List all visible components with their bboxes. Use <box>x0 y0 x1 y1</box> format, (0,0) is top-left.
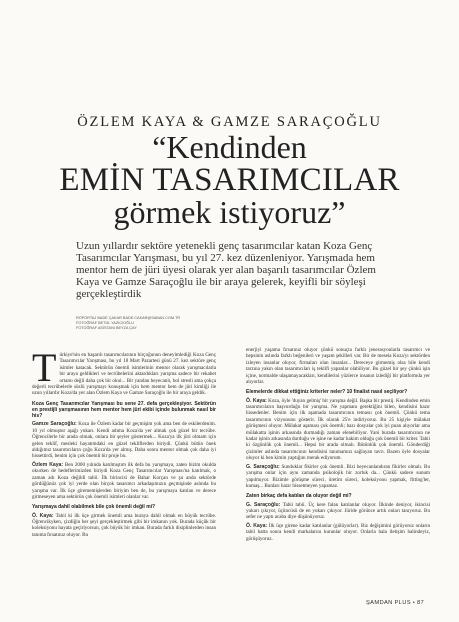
continued-paragraph: enerjiyi yaşama fırsatınız oluyor çünkü sonuçta farklı jenerasyonlarla tasarımcı ve hepsinin aslında farklı beğenileri ve yaşam şekilleri var. Bir de mesela Koza'yı sektörden izleyen insanlar oluyor, firmaları olan insanlar... Dereceye girmemiş olsa bile kendi tarzına yakın olan tasarımcıları iş teklifi yapanlar olabiliyor. Bu güzel bir şey çünkü işin içine, normalde ulaşamayacakları, kendilerini yüzlerce insanın izlediği bir platformda yer alıyorlar. <box>246 347 430 386</box>
headline-line-3: görmek istiyoruz” <box>113 194 346 230</box>
headline-line-2: EMİN TASARIMCILAR <box>59 162 400 198</box>
answer-text: Sunduklar fikirler çok önemli. Bizi heyecanlandıran fikirler olmalı. Bu yarışma onlar için aynı zamanda psikolojik bir zorluk da... Çünkü sadece sunum yapılmıyor. Bizimle görüşme süreci, üretim süreci, koleksiyonu yapmak, fitting'ler, kumaş... Bunları hazır hissetmeyen yapamaz. <box>246 463 430 489</box>
answer-text: Koza, öyle 'duyan gelmiş' bir yarışma değil. Başka bir prestij. Kendinden emin tasarımcıların başvurduğu bir yarışma. Ne yapmanı gerektiğini bilen, kendisini hazır hissedenler. Benim için ilk aşamada tasarımcının temasıı çok önemli. Çünkü tema tasarımcının vizyonunu gösterir. İlk olarak 25'e indiriyoruz. Bu 25 kişiyle mülakat görüşmesi oluyor. Mülakat aşaması çok önemli; bazı dosyalar çok iyi puan alıyorlar ama mülakatta işinin arkasında durmadığı zaman elenebiliyor. Yani burada tasarımcının ne kadar işinin arkasında durduğu ve işine ne kadar hakim olduğu çok önemli bir kriter. Tabii ki özgünlük çok önemli... Hepsi bir arada olmalı. Bütünlük çok önemli. Gönderdiği çizimler aslında tasarımcının kendisini tanımamızı sağlayan tavrı. Bazen öyle dosyalar oluyor ki ben kimin yaptığını merak ediyorum. <box>246 397 430 462</box>
answer-1 <box>32 421 216 459</box>
answer-6 <box>246 502 430 521</box>
right-column <box>246 347 430 544</box>
question-3: Elemelerde dikkat ettiğiniz kriterler neler? 10 finalist nasıl seçiliyor? <box>246 389 408 396</box>
answer-text: Ben 2000 yılında katılmıştım ilk defa bu yarışmaya, zaten bizim okulda okurken de hedeflerimizden biriydi Koza Genç Tasarımcılar Yarışması'na katılmak, o zaman adı Koza değildi tabii. İlk birincisi de Bahar Korçan ve şu anda sektörde gördüğünüz çok iyi yerde olan birçok tasarımcı arkadaşımızın geçmişinde aslında bu yarışma var. İlk üçe girememişlerden biriyim ben de, bu yarışmaya katılan ve derece girmeseyen ama sektörün çok önemli isimleri olanlar var. <box>32 461 216 500</box>
answer-text: Koza ile Özlem kadar bir geçmişim yok ama ben de eskilerdenim. 10 yıl olmuştur aşağı yukarı. Kendi adıma Koza'da yer almak çok güzel bir tecrübe. Öğrencilerle bir arada olmak, onlara bir şeyler göstermek... Koza'ya ilk jüri olmam için gelen teklif, mesleki hayatımdaki en güzel tekliflerden biriydi. Çünkü bütün önek aldığımız tasarımcıların çoğu Koza'da yer almış. Daha sonra mentor olmak çok daha iyi hissettirdi, benim için çok önemli bir proje bu. <box>32 421 216 460</box>
answer-text: İlk üçe girene kadar katılanlar (gülüyorlar). Biz değişimini görüyoruz onların tabii hatta sonra kendi markalarını kuranlar oluyor. Onlarla hala iletişim halindeyiz, görüşüyoruz. <box>246 522 431 542</box>
speaker-label: Gamze Saraçoğlu: <box>32 421 77 428</box>
credit-photo-assistant: FOTOĞRAF ASİSTANI BEYZA ÇAY <box>76 326 137 330</box>
speaker-label: G. Saraçoğlu: <box>246 463 280 470</box>
interviewee-names: ÖZLEM KAYA & GAMZE SARAÇOĞLU <box>77 114 382 130</box>
answer-5 <box>246 464 430 490</box>
answer-text: Tabii ki ilk üçe girmek önemli ama buraya dahil olmak en büyük tecrübe. Öğrencikyken, çizdiğin her şeyi gerçekleştirmek gibi bir imkanın yok. Burada küçük bir koleksiyonu hayata geçiriyorsun, çok büyük bir imkan. Burada farklı disiplinlerden insan tanıma fırsatınız oluyor. Bu <box>32 512 216 538</box>
lede-paragraph: Uzun yıllardır sektöre yetenekli genç tasarımcılar katan Koza Genç Tasarımcılar Yarışması, bu yıl 27. kez düzenleniyor. Yarışmada hem mentor hem de jüri üyesi olarak yer alan başarılı tasarımcılar Özlem Kaya ve Gamze Saraçoğlu ile bir araya gelerek, keyifli bir söyleşi gerçekleştirdik <box>76 240 376 301</box>
credit-interview: RÖPORTAJ BADE ÇAKAR BADE.CAKAR@SABAN.COM.TR <box>76 316 181 320</box>
answer-2 <box>32 462 216 500</box>
left-column <box>32 345 216 540</box>
answer-7 <box>246 523 430 542</box>
intro-text: ürkiye'nin en başarılı tasarımcılarının birçoğunun deneyimlediği Koza Genç Tasarımcılar Yarışması, bu yıl 18 Mart Pazartesi günü 27. kez sektöre genç isimler katacak. Sektörün önemli isimlerinin mentor olarak yarışmacılarla bir araya geldikleri ve tecrübelerini aktardıkları yarışma sadece bir rekabet ortamı değil daha çok bir okul... Bir yandan heyecanlı, bol stresli ama çokça değerli tecrübelerle süslü yarışmayı konuşmak için hem mentor hem de jüri kimliği ile uzun yıllardır Koza'da yer alan Özlem Kaya ve Gamze Saraçoğlu ile bir araya geldik. <box>32 352 216 397</box>
intro-paragraph <box>32 345 216 397</box>
question-1: Koza Genç Tasarımcılar Yarışması bu sene 27. defa gerçekleşiyor. Sektörün en prestijli yarışmasının hem mentor hem jüri ekibi içinde bulunmak nasıl bir his? <box>32 400 216 420</box>
speaker-label: Ö. Kaya: <box>246 522 268 529</box>
answer-3 <box>32 513 216 539</box>
speaker-label: Ö. Kaya: <box>32 512 54 519</box>
drop-cap: T <box>32 345 57 390</box>
question-4: Zaten birkaç defa katılan da oluyor değil mi? <box>246 493 352 500</box>
question-2: Yarışmaya dahil olabilmek bile çok önemli değil mi? <box>32 504 156 511</box>
page-footer: ŞAMDAN PLUS • 87 <box>366 600 425 606</box>
answer-4 <box>246 398 430 462</box>
credits <box>76 316 336 331</box>
headline-line-1: “Kendinden <box>152 129 307 165</box>
speaker-label: Ö. Kaya: <box>246 397 267 404</box>
speaker-label: Özlem Kaya: <box>32 461 64 468</box>
credit-photo: FOTOĞRAF BETÜL YAZICIOĞLU <box>76 321 134 325</box>
answer-text: Tabii tabii. Üç kere falan katılanlar oluyor. İlkinde deniyor, ikincisi yukarı çıkıyor, üçüncüsü de en yukarı çıkıyor. Jüride görünce artık onları tanıyoruz. Bu sefer ne yaptı acaba diye düşünüyoruz. <box>246 501 430 521</box>
speaker-label: G. Saraçoğlu: <box>246 501 281 508</box>
